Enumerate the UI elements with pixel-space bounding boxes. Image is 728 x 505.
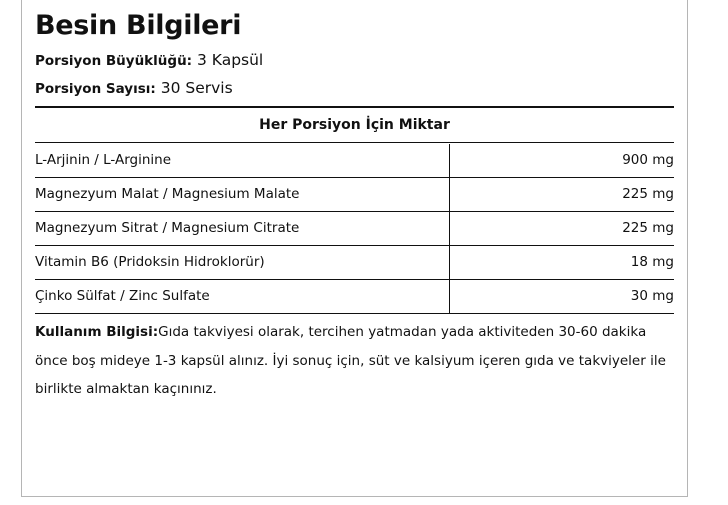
table-row — [35, 246, 674, 280]
table-row — [35, 212, 674, 246]
page-title: Besin Bilgileri — [35, 10, 242, 41]
serving-size-value: 3 Kapsül — [197, 51, 264, 69]
servings-per-container — [35, 78, 233, 99]
usage-info — [35, 318, 674, 404]
usage-text: Gıda takviyesi olarak, tercihen yatmadan yada aktiviteden 30-60 dakika önce boş mideye 1-3 kapsül alınız. İyi sonuç için, süt ve kalsiyum içeren gıda ve takviyeler ile birlikte almaktan kaçınınız. — [35, 324, 666, 397]
ingredient-name: Magnezyum Sitrat / Magnesium Citrate — [35, 212, 450, 245]
serving-size — [35, 50, 263, 71]
serving-size-label: Porsiyon Büyüklüğü: — [35, 53, 193, 69]
usage-label: Kullanım Bilgisi: — [35, 324, 159, 340]
ingredient-name: Vitamin B6 (Pridoksin Hidroklorür) — [35, 246, 450, 279]
servings-value: 30 Servis — [160, 79, 233, 97]
nutrition-table — [35, 144, 674, 314]
ingredient-name: Çinko Sülfat / Zinc Sulfate — [35, 280, 450, 313]
ingredient-amount: 225 mg — [622, 220, 674, 236]
ingredient-name: L-Arjinin / L-Arginine — [35, 144, 450, 177]
table-row — [35, 178, 674, 212]
ingredient-amount: 900 mg — [622, 152, 674, 168]
table-header: Her Porsiyon İçin Miktar — [35, 108, 674, 143]
ingredient-amount: 18 mg — [630, 254, 674, 270]
ingredient-amount: 225 mg — [622, 186, 674, 202]
table-row — [35, 144, 674, 178]
table-row — [35, 280, 674, 314]
ingredient-amount: 30 mg — [630, 288, 674, 304]
servings-label: Porsiyon Sayısı: — [35, 81, 156, 97]
ingredient-name: Magnezyum Malat / Magnesium Malate — [35, 178, 450, 211]
